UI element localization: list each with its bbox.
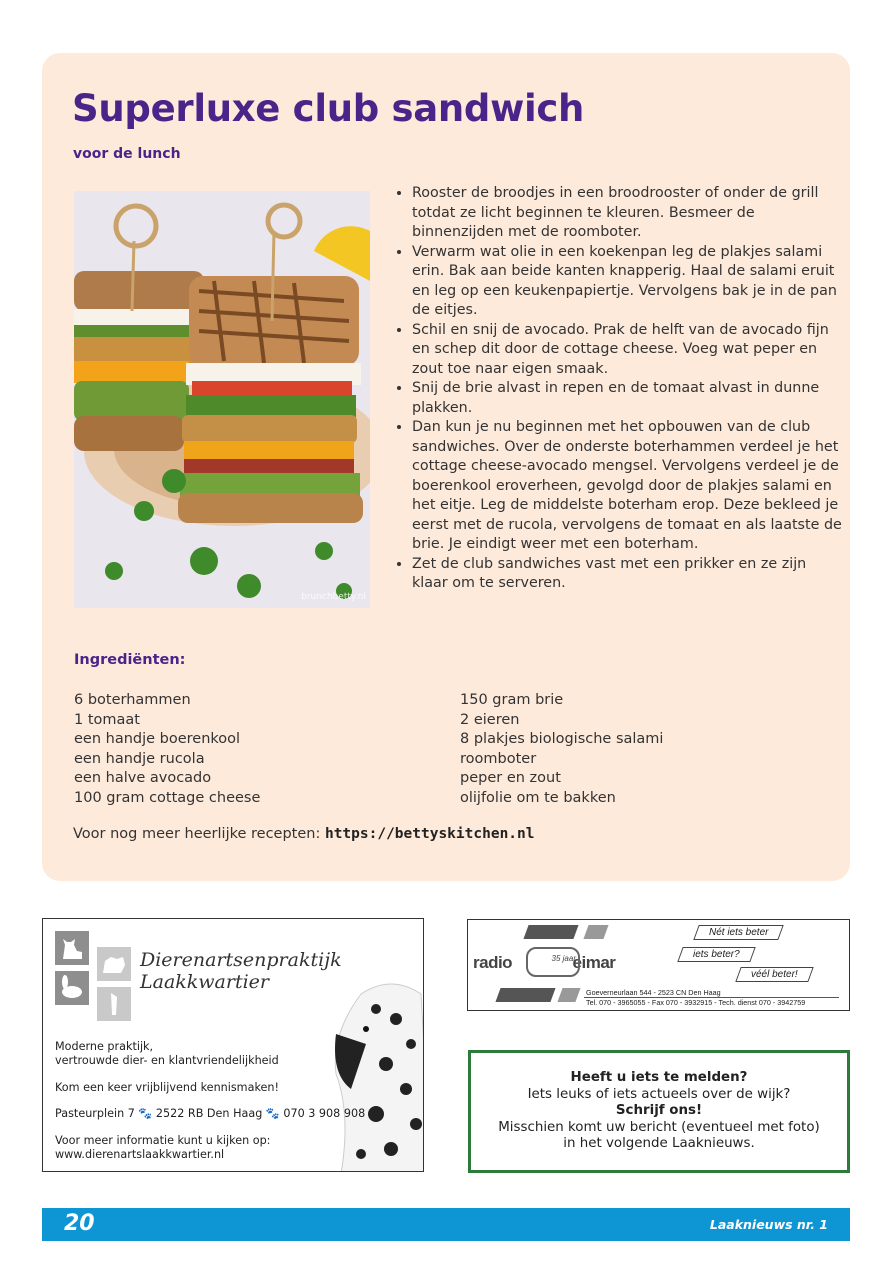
issue-label: Laaknieuws nr. 1 — [709, 1217, 828, 1232]
list-item: 150 gram brie — [460, 692, 564, 708]
list-item: • Schil en snij de avocado. Prak de helft van de avocado fijn en schep dit door de cottage cheese. Voeg wat peper en zout toe naar eigen smaak. — [412, 321, 842, 380]
dog-icon — [97, 947, 131, 981]
vet-website[interactable]: www.dierenartslaakkwartier.nl — [55, 1148, 225, 1161]
more-recipes-link[interactable]: https://bettyskitchen.nl — [324, 826, 535, 842]
dalmatian-icon — [331, 974, 424, 1172]
rabbit-icon — [55, 971, 89, 1005]
radio-advertisement — [467, 919, 850, 1011]
list-item: 1 tomaat — [74, 711, 140, 728]
stripe-decoration — [557, 988, 580, 1002]
vet-practice-name: Dierenartsenpraktijk Laakkwartier — [140, 949, 342, 993]
list-item: een handje boerenkool — [74, 731, 241, 747]
radio-address: Goeverneurlaan 544 - 2523 CN Den Haag — [586, 988, 721, 997]
vet-advertisement — [42, 918, 424, 1172]
vet-address: Pasteurplein 7 🐾 2522 RB Den Haag 🐾 070 3 908 908 — [55, 1107, 366, 1120]
ingredients-heading: Ingrediënten: — [74, 652, 186, 668]
list-item: • Snij de brie alvast in repen en de tomaat alvast in dunne plakken. — [412, 379, 842, 418]
radio-logo-badge — [526, 947, 580, 977]
list-item: een handje rucola — [74, 750, 205, 767]
list-item: olijfolie om te bakken — [460, 789, 616, 806]
recipe-subtitle: voor de lunch — [73, 146, 181, 162]
list-item: • Dan kun je nu beginnen met het opbouwen van de club sandwiches. Over de onderste boterhammen verdeel je het cottage cheese-avocado mengsel. Vervolgens verdeel je de boerenkool eroverheen, gevolgd door de plakjes salami en het eitje. Leg de middelste boterham erop. Deze bekleed je eerst met de rucola, vervolgens de tomaat en als laatste de brie. Je eindigt weer met een boterham. — [412, 418, 842, 555]
vet-line-2: vertrouwde dier- en klantvriendelijkheid — [55, 1054, 279, 1067]
radio-phones: Tel. 070 - 3965055 - Fax 070 - 3932915 - Tech. dienst 070 - 3942759 — [586, 998, 806, 1007]
more-recipes-line — [73, 826, 534, 842]
melden-line-5: in het volgende Laaknieuws. — [563, 1136, 755, 1151]
vet-info-line: Voor meer informatie kunt u kijken op: — [55, 1134, 271, 1147]
photo-credit: brunchbetty.nl — [301, 592, 366, 602]
sandwich-illustration — [74, 191, 370, 608]
list-item: • Rooster de broodjes in een broodrooster of onder de grill totdat ze licht beginnen te kleuren. Besmeer de binnenzijden met de roomboter. — [412, 184, 842, 243]
cat-icon — [55, 931, 89, 965]
page-footer — [42, 1208, 850, 1241]
more-recipes-text: Voor nog meer heerlijke recepten: — [73, 826, 321, 842]
radio-logo-left: radio — [473, 953, 513, 972]
list-item: een halve avocado — [74, 770, 212, 786]
sandwich-photo — [74, 191, 370, 608]
list-item: 6 boterhammen — [74, 692, 191, 708]
ingredients-list-right — [460, 691, 663, 808]
melden-line-4: Misschien komt uw bericht (eventueel met foto) — [498, 1119, 820, 1135]
vet-line-1: Moderne praktijk, — [55, 1040, 154, 1053]
list-item: • Zet de club sandwiches vast met een prikker en ze zijn klaar om te serveren. — [412, 555, 842, 594]
list-item: • Verwarm wat olie in een koekenpan leg de plakjes salami erin. Bak aan beide kanten knapperig. Haal de salami eruit en leg op een keukenpapiertje. Vervolgens bak je in de pan de eitjes. — [412, 243, 842, 321]
melden-line-2: Iets leuks of iets actueels over de wijk? — [527, 1086, 791, 1102]
recipe-steps — [395, 184, 842, 594]
radio-logo-right: eimar — [572, 953, 616, 972]
stripe-decoration — [523, 925, 578, 939]
list-item: peper en zout — [460, 770, 561, 786]
recipe-title: Superluxe club sandwich — [72, 87, 585, 130]
melden-heading: Heeft u iets te melden? — [570, 1070, 748, 1085]
stripe-decoration — [495, 988, 555, 1002]
ingredients-list-left — [74, 691, 260, 808]
radio-tag-1: Nét iets beter — [693, 925, 784, 940]
radio-tag-2: iets beter? — [677, 947, 755, 962]
stripe-decoration — [583, 925, 608, 939]
submit-news-box — [468, 1050, 850, 1173]
bird-icon — [97, 987, 131, 1021]
melden-call-to-action: Schrijf ons! — [615, 1103, 703, 1118]
recipe-panel — [42, 53, 850, 881]
vet-line-3: Kom een keer vrijblijvend kennismaken! — [55, 1081, 279, 1094]
list-item: 100 gram cottage cheese — [74, 789, 261, 806]
list-item: 2 eieren — [460, 711, 520, 728]
list-item: 8 plakjes biologische salami — [460, 731, 664, 747]
list-item: roomboter — [460, 750, 537, 767]
radio-years: 35 jaar — [551, 954, 576, 963]
radio-tag-3: véél beter! — [735, 967, 813, 982]
page-number: 20 — [64, 1211, 95, 1236]
